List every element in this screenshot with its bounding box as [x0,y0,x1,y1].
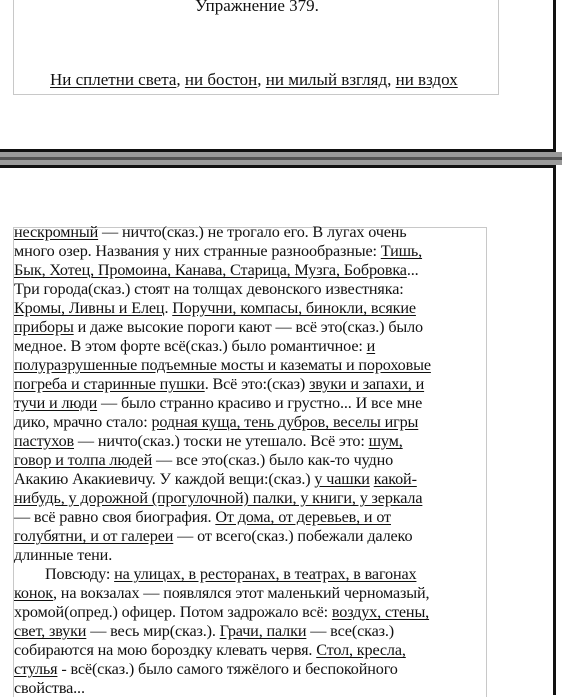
text-line [14,584,494,603]
text-segment: много озер. Названия у них странные разнообразные: [14,242,381,260]
text-segment: — все(сказ.) [306,622,395,640]
text-line [14,565,494,584]
text-segment: , [387,70,396,89]
text-line [14,679,494,698]
text-line [14,299,494,318]
underlined-text: ни бостон [184,70,258,89]
text-line [14,641,494,660]
underlined-text: какой- [373,470,417,488]
text-segment: — было странно красиво и грустно... И все мне [97,394,423,412]
underlined-text: Грачи, палки [219,622,307,640]
underlined-text: Ни сплетни света [50,70,177,89]
underlined-text: Поручни, компасы, бинокли, всякие [172,299,416,317]
text-line [14,622,494,641]
text-segment: свойства... [14,679,85,697]
text-segment: - всё(сказ.) было самого тяжёлого и беспокойного [57,660,398,678]
underlined-text: Кромы, Ливны и Елец [14,299,165,317]
underlined-text: Стол, кресла, [316,641,406,659]
underlined-text: приборы [14,318,74,336]
underlined-text: и [366,337,376,355]
text-line [14,375,494,394]
underlined-text: говор и толпа людей [14,451,153,469]
text-line [14,413,494,432]
text-segment: — весь мир(сказ.). [86,622,220,640]
underlined-text: шум, [368,432,403,450]
underlined-text: погреба и старинные пушки [14,375,205,393]
underlined-text: родная куща, тень дубров, веселы игры [151,413,419,431]
exercise-title: Упражнение 379. [195,0,319,15]
text-segment: — всё равно своя биография. [14,508,216,526]
text-line [14,432,494,451]
underlined-text: на улицах, в ресторанах, в театрах, в вагонах [114,565,417,583]
text-line [14,394,494,413]
text-segment: — все это(сказ.) было как-то чудно [152,451,394,469]
underlined-text: стулья [14,660,58,678]
underlined-text: полуразрушенные подъемные мосты и казематы и пороховые [14,356,431,374]
text-segment: — ничто(сказ.) тоски не утешало. Всё это: [74,432,369,450]
text-segment: . Всё это:(сказ) [204,375,310,393]
underlined-text: пастухов [14,432,75,450]
underlined-text: тучи и люди [14,394,98,412]
text-line [14,356,494,375]
underlined-text: нибудь, у дорожной (прогулочной) палки, у книги, у зеркала [14,489,423,507]
text-line [14,280,494,299]
text-segment: длинные тени. [14,546,113,564]
text-segment: — от всего(сказ.) побежали далеко [173,527,413,545]
text-line [14,660,494,679]
text-line [14,242,494,261]
text-frame-top [13,0,499,95]
text-segment: дико, мрачно стало: [14,413,152,431]
text-line [14,318,494,337]
text-line [14,603,494,622]
text-line [14,261,494,280]
text-segment: медное. В этом форте всё(сказ.) было романтичное: [14,337,367,355]
underlined-text: ни милый взгляд [265,70,388,89]
underlined-text: ни вздох [395,70,458,89]
exercise-subtitle [50,70,458,90]
text-segment: ... [406,261,419,279]
text-segment: , [176,70,185,89]
underlined-text: конок [14,584,54,602]
document-page-bottom [0,165,556,695]
text-line [14,337,494,356]
underlined-text: свет, звуки [14,622,87,640]
text-line [14,508,494,527]
underlined-text: у чашки [314,470,370,488]
text-segment: и даже высокие пороги кают — всё это(сказ.) было [73,318,423,336]
text-segment: — ничто(сказ.) не трогало его. В лугах очень [98,223,407,241]
text-line [14,489,494,508]
text-segment: , [257,70,266,89]
text-line [14,527,494,546]
underlined-text: От дома, от деревьев, и от [215,508,391,526]
underlined-text: звуки и запахи, и [309,375,425,393]
exercise-body-text [14,223,494,698]
underlined-text: голубятни, и от галереи [14,527,174,545]
text-line [14,546,494,565]
underlined-text: нескромный [14,223,99,241]
page-separator-line [0,157,562,160]
text-segment: Повсюду: [45,565,115,583]
text-segment: хромой(опред.) офицер. Потом задрожало всё: [14,603,332,621]
document-page-top [0,0,556,152]
text-segment: Акакию Акакиевичу. У каждой вещи:(сказ.) [14,470,315,488]
text-segment: Три города(сказ.) стоят на толщах девонского известняка: [14,280,404,298]
text-line [14,451,494,470]
underlined-text: Бык, Хотец, Промоина, Канава, Старица, Музга, Бобровка [14,261,407,279]
text-segment: . [164,299,173,317]
text-segment: , на вокзалах — появлялся этот маленький черномазый, [53,584,430,602]
underlined-text: Тишь, [380,242,423,260]
text-line [14,470,494,489]
text-segment: собираются на мою бороздку клевать червя. [14,641,317,659]
text-line [14,223,494,242]
underlined-text: воздух, стены, [331,603,430,621]
